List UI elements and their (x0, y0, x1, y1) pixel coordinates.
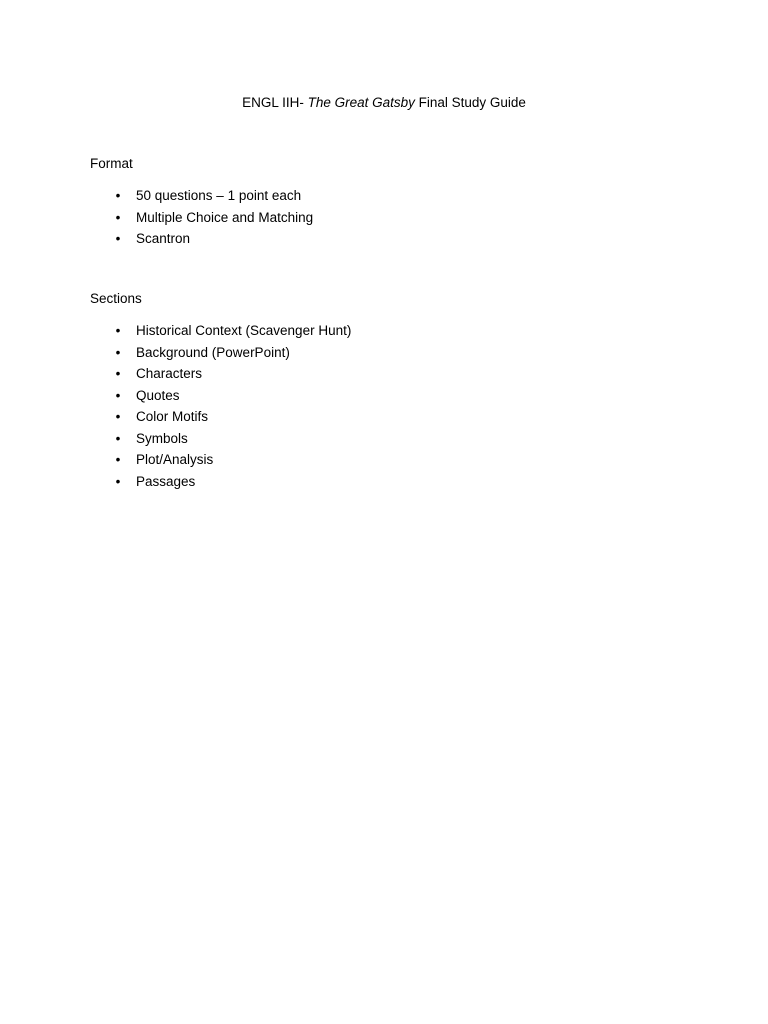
list-item-text: Plot/Analysis (136, 452, 214, 467)
title-book-name: The Great Gatsby (307, 95, 415, 110)
list-item (90, 408, 351, 430)
bullet-icon: • (115, 188, 121, 203)
list-item (90, 387, 351, 409)
bullet-icon: • (115, 209, 121, 225)
list-item-text: Color Motifs (136, 409, 209, 424)
bullet-icon: • (115, 452, 121, 467)
list-item (90, 344, 351, 366)
sections-list (90, 322, 351, 494)
list-item (90, 322, 351, 344)
list-item-text: Passages (136, 473, 196, 489)
page-title (0, 94, 768, 112)
list-item-text: Quotes (136, 387, 180, 403)
bullet-icon: • (115, 366, 121, 381)
list-item (90, 430, 351, 452)
sections-heading: Sections (90, 291, 142, 306)
list-item-text: Characters (136, 366, 203, 381)
bullet-icon: • (115, 409, 121, 424)
bullet-icon: • (115, 231, 121, 246)
bullet-icon: • (115, 430, 121, 446)
bullet-icon: • (115, 387, 121, 403)
title-prefix: ENGL IIH- (242, 95, 308, 110)
list-item-text: Symbols (136, 430, 188, 446)
list-item-text: Historical Context (Scavenger Hunt) (136, 323, 352, 338)
format-heading: Format (90, 156, 133, 171)
list-item-text: Scantron (136, 231, 191, 246)
list-item (90, 230, 313, 252)
list-item (90, 187, 313, 209)
list-item-text: Multiple Choice and Matching (136, 209, 314, 225)
list-item (90, 451, 351, 473)
format-list (90, 187, 313, 252)
list-item-text: 50 questions – 1 point each (136, 188, 302, 203)
title-suffix: Final Study Guide (414, 95, 526, 110)
bullet-icon: • (115, 344, 121, 360)
bullet-icon: • (115, 323, 121, 338)
list-item (90, 473, 351, 495)
list-item (90, 365, 351, 387)
bullet-icon: • (115, 473, 121, 489)
list-item (90, 209, 313, 231)
list-item-text: Background (PowerPoint) (136, 344, 290, 360)
